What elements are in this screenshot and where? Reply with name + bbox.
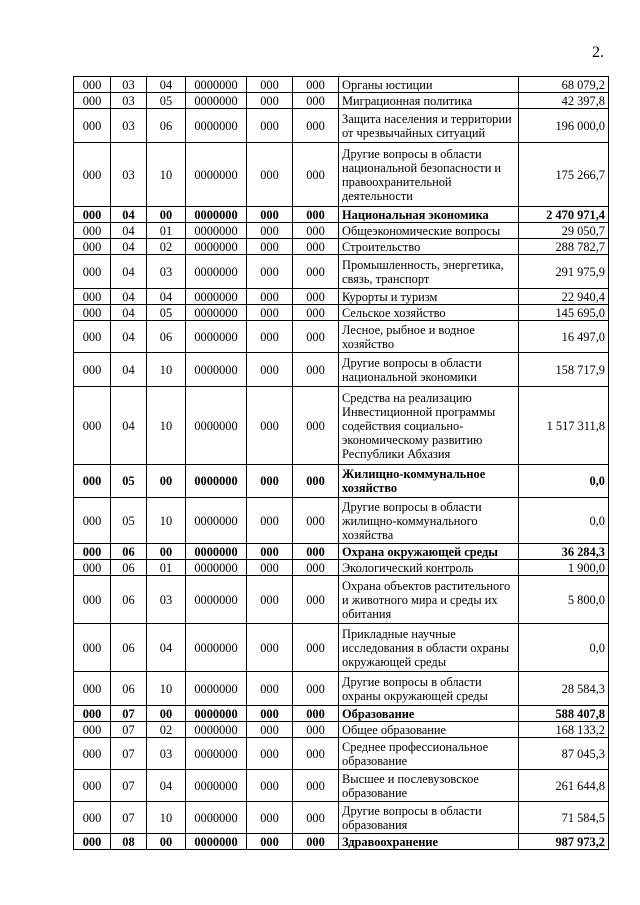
amount-cell: 71 584,5 xyxy=(519,802,609,834)
table-row xyxy=(74,672,609,706)
amount-cell: 0,0 xyxy=(519,465,609,498)
table-row xyxy=(74,465,609,498)
kosgu-code-cell: 000 xyxy=(293,289,339,305)
target-code-cell: 0000000 xyxy=(186,770,247,802)
expense-type-code-cell: 000 xyxy=(247,239,293,255)
amount-cell: 28 584,3 xyxy=(519,672,609,706)
kosgu-code-cell: 000 xyxy=(293,560,339,576)
admin-code-cell: 000 xyxy=(74,143,111,207)
kosgu-code-cell: 000 xyxy=(293,207,339,223)
expense-type-code-cell: 000 xyxy=(247,255,293,289)
section-code-cell: 06 xyxy=(111,624,147,672)
section-code-cell: 06 xyxy=(111,560,147,576)
admin-code-cell: 000 xyxy=(74,93,111,109)
section-code-cell: 04 xyxy=(111,223,147,239)
item-name-cell: Другие вопросы в области охраны окружающей среды xyxy=(339,672,519,706)
expense-type-code-cell: 000 xyxy=(247,672,293,706)
target-code-cell: 0000000 xyxy=(186,305,247,321)
kosgu-code-cell: 000 xyxy=(293,77,339,93)
admin-code-cell: 000 xyxy=(74,239,111,255)
expense-type-code-cell: 000 xyxy=(247,93,293,109)
subsection-code-cell: 02 xyxy=(147,239,186,255)
kosgu-code-cell: 000 xyxy=(293,465,339,498)
amount-cell: 2 470 971,4 xyxy=(519,207,609,223)
expense-type-code-cell: 000 xyxy=(247,560,293,576)
kosgu-code-cell: 000 xyxy=(293,544,339,560)
item-name-cell: Органы юстиции xyxy=(339,77,519,93)
admin-code-cell: 000 xyxy=(74,498,111,544)
subsection-code-cell: 05 xyxy=(147,93,186,109)
subsection-code-cell: 10 xyxy=(147,387,186,465)
subsection-code-cell: 03 xyxy=(147,576,186,624)
table-row xyxy=(74,560,609,576)
item-name-cell: Защита населения и территории от чрезвычайных ситуаций xyxy=(339,109,519,143)
section-code-cell: 03 xyxy=(111,109,147,143)
subsection-code-cell: 06 xyxy=(147,321,186,353)
kosgu-code-cell: 000 xyxy=(293,672,339,706)
target-code-cell: 0000000 xyxy=(186,109,247,143)
kosgu-code-cell: 000 xyxy=(293,109,339,143)
admin-code-cell: 000 xyxy=(74,353,111,387)
expense-type-code-cell: 000 xyxy=(247,722,293,738)
subsection-code-cell: 00 xyxy=(147,544,186,560)
target-code-cell: 0000000 xyxy=(186,498,247,544)
section-code-cell: 07 xyxy=(111,722,147,738)
expense-type-code-cell: 000 xyxy=(247,321,293,353)
amount-cell: 5 800,0 xyxy=(519,576,609,624)
target-code-cell: 0000000 xyxy=(186,722,247,738)
target-code-cell: 0000000 xyxy=(186,93,247,109)
amount-cell: 29 050,7 xyxy=(519,223,609,239)
kosgu-code-cell: 000 xyxy=(293,223,339,239)
expense-type-code-cell: 000 xyxy=(247,305,293,321)
amount-cell: 261 644,8 xyxy=(519,770,609,802)
table-row xyxy=(74,353,609,387)
subsection-code-cell: 00 xyxy=(147,207,186,223)
target-code-cell: 0000000 xyxy=(186,239,247,255)
admin-code-cell: 000 xyxy=(74,722,111,738)
amount-cell: 68 079,2 xyxy=(519,77,609,93)
item-name-cell: Экологический контроль xyxy=(339,560,519,576)
expense-type-code-cell: 000 xyxy=(247,802,293,834)
table-row xyxy=(74,834,609,850)
amount-cell: 87 045,3 xyxy=(519,738,609,770)
item-name-cell: Образование xyxy=(339,706,519,722)
subsection-code-cell: 02 xyxy=(147,722,186,738)
admin-code-cell: 000 xyxy=(74,109,111,143)
target-code-cell: 0000000 xyxy=(186,465,247,498)
subsection-code-cell: 10 xyxy=(147,802,186,834)
subsection-code-cell: 04 xyxy=(147,770,186,802)
kosgu-code-cell: 000 xyxy=(293,498,339,544)
table-row xyxy=(74,498,609,544)
kosgu-code-cell: 000 xyxy=(293,834,339,850)
expense-type-code-cell: 000 xyxy=(247,624,293,672)
section-code-cell: 07 xyxy=(111,770,147,802)
section-code-cell: 03 xyxy=(111,93,147,109)
table-row xyxy=(74,321,609,353)
expense-type-code-cell: 000 xyxy=(247,498,293,544)
target-code-cell: 0000000 xyxy=(186,802,247,834)
expense-type-code-cell: 000 xyxy=(247,576,293,624)
admin-code-cell: 000 xyxy=(74,738,111,770)
section-code-cell: 04 xyxy=(111,353,147,387)
section-code-cell: 03 xyxy=(111,77,147,93)
kosgu-code-cell: 000 xyxy=(293,387,339,465)
kosgu-code-cell: 000 xyxy=(293,722,339,738)
table-row xyxy=(74,624,609,672)
expense-type-code-cell: 000 xyxy=(247,738,293,770)
target-code-cell: 0000000 xyxy=(186,77,247,93)
expense-type-code-cell: 000 xyxy=(247,143,293,207)
expense-type-code-cell: 000 xyxy=(247,770,293,802)
table-row xyxy=(74,255,609,289)
table-row xyxy=(74,93,609,109)
section-code-cell: 04 xyxy=(111,255,147,289)
item-name-cell: Среднее профессиональное образование xyxy=(339,738,519,770)
section-code-cell: 04 xyxy=(111,289,147,305)
table-row xyxy=(74,207,609,223)
kosgu-code-cell: 000 xyxy=(293,305,339,321)
admin-code-cell: 000 xyxy=(74,289,111,305)
item-name-cell: Другие вопросы в области жилищно-коммунального хозяйства xyxy=(339,498,519,544)
subsection-code-cell: 06 xyxy=(147,109,186,143)
target-code-cell: 0000000 xyxy=(186,207,247,223)
target-code-cell: 0000000 xyxy=(186,353,247,387)
admin-code-cell: 000 xyxy=(74,624,111,672)
item-name-cell: Промышленность, энергетика, связь, транспорт xyxy=(339,255,519,289)
subsection-code-cell: 05 xyxy=(147,305,186,321)
item-name-cell: Общее образование xyxy=(339,722,519,738)
subsection-code-cell: 03 xyxy=(147,255,186,289)
item-name-cell: Лесное, рыбное и водное хозяйство xyxy=(339,321,519,353)
section-code-cell: 07 xyxy=(111,706,147,722)
subsection-code-cell: 04 xyxy=(147,624,186,672)
item-name-cell: Строительство xyxy=(339,239,519,255)
kosgu-code-cell: 000 xyxy=(293,321,339,353)
target-code-cell: 0000000 xyxy=(186,321,247,353)
table-row xyxy=(74,289,609,305)
amount-cell: 22 940,4 xyxy=(519,289,609,305)
admin-code-cell: 000 xyxy=(74,706,111,722)
section-code-cell: 04 xyxy=(111,207,147,223)
table-row xyxy=(74,802,609,834)
admin-code-cell: 000 xyxy=(74,576,111,624)
subsection-code-cell: 04 xyxy=(147,289,186,305)
item-name-cell: Жилищно-коммунальное хозяйство xyxy=(339,465,519,498)
admin-code-cell: 000 xyxy=(74,672,111,706)
table-row xyxy=(74,223,609,239)
amount-cell: 1 900,0 xyxy=(519,560,609,576)
section-code-cell: 07 xyxy=(111,802,147,834)
admin-code-cell: 000 xyxy=(74,255,111,289)
subsection-code-cell: 10 xyxy=(147,672,186,706)
table-row xyxy=(74,576,609,624)
item-name-cell: Курорты и туризм xyxy=(339,289,519,305)
admin-code-cell: 000 xyxy=(74,770,111,802)
target-code-cell: 0000000 xyxy=(186,738,247,770)
table-row xyxy=(74,387,609,465)
section-code-cell: 06 xyxy=(111,672,147,706)
amount-cell: 987 973,2 xyxy=(519,834,609,850)
page-number: 2. xyxy=(592,44,604,61)
table-row xyxy=(74,722,609,738)
item-name-cell: Средства на реализацию Инвестиционной программы содействия социально-экономическому развитию Республики Абхазия xyxy=(339,387,519,465)
item-name-cell: Другие вопросы в области национальной безопасности и правоохранительной деятельности xyxy=(339,143,519,207)
target-code-cell: 0000000 xyxy=(186,560,247,576)
section-code-cell: 04 xyxy=(111,239,147,255)
item-name-cell: Прикладные научные исследования в области охраны окружающей среды xyxy=(339,624,519,672)
amount-cell: 36 284,3 xyxy=(519,544,609,560)
kosgu-code-cell: 000 xyxy=(293,624,339,672)
admin-code-cell: 000 xyxy=(74,387,111,465)
item-name-cell: Охрана объектов растительного и животного мира и среды их обитания xyxy=(339,576,519,624)
kosgu-code-cell: 000 xyxy=(293,802,339,834)
item-name-cell: Здравоохранение xyxy=(339,834,519,850)
table-row xyxy=(74,143,609,207)
kosgu-code-cell: 000 xyxy=(293,770,339,802)
target-code-cell: 0000000 xyxy=(186,576,247,624)
item-name-cell: Сельское хозяйство xyxy=(339,305,519,321)
expense-type-code-cell: 000 xyxy=(247,465,293,498)
admin-code-cell: 000 xyxy=(74,465,111,498)
expense-type-code-cell: 000 xyxy=(247,544,293,560)
admin-code-cell: 000 xyxy=(74,802,111,834)
target-code-cell: 0000000 xyxy=(186,706,247,722)
amount-cell: 175 266,7 xyxy=(519,143,609,207)
amount-cell: 291 975,9 xyxy=(519,255,609,289)
table-row xyxy=(74,770,609,802)
subsection-code-cell: 01 xyxy=(147,223,186,239)
expense-type-code-cell: 000 xyxy=(247,353,293,387)
item-name-cell: Национальная экономика xyxy=(339,207,519,223)
expense-type-code-cell: 000 xyxy=(247,387,293,465)
amount-cell: 42 397,8 xyxy=(519,93,609,109)
item-name-cell: Общеэкономические вопросы xyxy=(339,223,519,239)
kosgu-code-cell: 000 xyxy=(293,706,339,722)
amount-cell: 145 695,0 xyxy=(519,305,609,321)
expense-type-code-cell: 000 xyxy=(247,706,293,722)
target-code-cell: 0000000 xyxy=(186,544,247,560)
expense-type-code-cell: 000 xyxy=(247,77,293,93)
kosgu-code-cell: 000 xyxy=(293,239,339,255)
table-row xyxy=(74,239,609,255)
section-code-cell: 04 xyxy=(111,321,147,353)
table-row xyxy=(74,544,609,560)
table-row xyxy=(74,109,609,143)
section-code-cell: 03 xyxy=(111,143,147,207)
kosgu-code-cell: 000 xyxy=(293,93,339,109)
kosgu-code-cell: 000 xyxy=(293,738,339,770)
section-code-cell: 07 xyxy=(111,738,147,770)
expense-type-code-cell: 000 xyxy=(247,109,293,143)
amount-cell: 16 497,0 xyxy=(519,321,609,353)
admin-code-cell: 000 xyxy=(74,560,111,576)
admin-code-cell: 000 xyxy=(74,305,111,321)
kosgu-code-cell: 000 xyxy=(293,255,339,289)
target-code-cell: 0000000 xyxy=(186,624,247,672)
item-name-cell: Другие вопросы в области образования xyxy=(339,802,519,834)
section-code-cell: 05 xyxy=(111,498,147,544)
expense-type-code-cell: 000 xyxy=(247,223,293,239)
budget-table xyxy=(73,76,609,850)
subsection-code-cell: 00 xyxy=(147,706,186,722)
section-code-cell: 08 xyxy=(111,834,147,850)
table-row xyxy=(74,305,609,321)
admin-code-cell: 000 xyxy=(74,544,111,560)
target-code-cell: 0000000 xyxy=(186,834,247,850)
expense-type-code-cell: 000 xyxy=(247,207,293,223)
subsection-code-cell: 00 xyxy=(147,834,186,850)
kosgu-code-cell: 000 xyxy=(293,143,339,207)
expense-type-code-cell: 000 xyxy=(247,289,293,305)
subsection-code-cell: 00 xyxy=(147,465,186,498)
kosgu-code-cell: 000 xyxy=(293,353,339,387)
amount-cell: 288 782,7 xyxy=(519,239,609,255)
amount-cell: 196 000,0 xyxy=(519,109,609,143)
section-code-cell: 06 xyxy=(111,544,147,560)
target-code-cell: 0000000 xyxy=(186,289,247,305)
target-code-cell: 0000000 xyxy=(186,255,247,289)
section-code-cell: 04 xyxy=(111,305,147,321)
admin-code-cell: 000 xyxy=(74,834,111,850)
table-row xyxy=(74,706,609,722)
amount-cell: 168 133,2 xyxy=(519,722,609,738)
item-name-cell: Другие вопросы в области национальной экономики xyxy=(339,353,519,387)
target-code-cell: 0000000 xyxy=(186,387,247,465)
section-code-cell: 05 xyxy=(111,465,147,498)
subsection-code-cell: 10 xyxy=(147,498,186,544)
expense-type-code-cell: 000 xyxy=(247,834,293,850)
admin-code-cell: 000 xyxy=(74,207,111,223)
target-code-cell: 0000000 xyxy=(186,223,247,239)
amount-cell: 0,0 xyxy=(519,624,609,672)
item-name-cell: Охрана окружающей среды xyxy=(339,544,519,560)
admin-code-cell: 000 xyxy=(74,77,111,93)
admin-code-cell: 000 xyxy=(74,223,111,239)
admin-code-cell: 000 xyxy=(74,321,111,353)
amount-cell: 1 517 311,8 xyxy=(519,387,609,465)
target-code-cell: 0000000 xyxy=(186,143,247,207)
amount-cell: 0,0 xyxy=(519,498,609,544)
target-code-cell: 0000000 xyxy=(186,672,247,706)
amount-cell: 588 407,8 xyxy=(519,706,609,722)
subsection-code-cell: 03 xyxy=(147,738,186,770)
subsection-code-cell: 04 xyxy=(147,77,186,93)
amount-cell: 158 717,9 xyxy=(519,353,609,387)
subsection-code-cell: 10 xyxy=(147,143,186,207)
table-row xyxy=(74,738,609,770)
section-code-cell: 06 xyxy=(111,576,147,624)
subsection-code-cell: 01 xyxy=(147,560,186,576)
item-name-cell: Высшее и послевузовское образование xyxy=(339,770,519,802)
subsection-code-cell: 10 xyxy=(147,353,186,387)
table-row xyxy=(74,77,609,93)
section-code-cell: 04 xyxy=(111,387,147,465)
kosgu-code-cell: 000 xyxy=(293,576,339,624)
item-name-cell: Миграционная политика xyxy=(339,93,519,109)
